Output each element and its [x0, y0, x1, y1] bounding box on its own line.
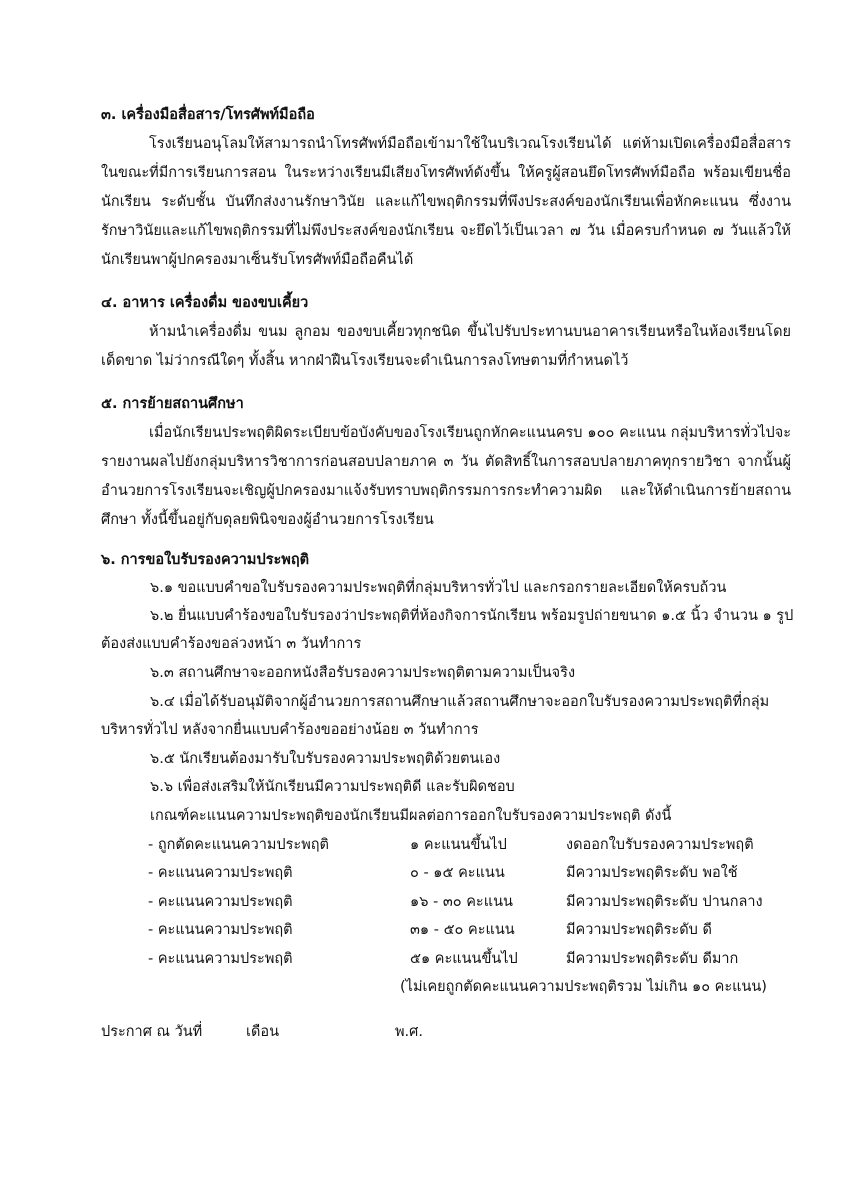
criteria-label: - คะแนนความประพฤติ [148, 922, 293, 938]
criteria-result: งดออกใบรับรองความประพฤติ [566, 837, 754, 853]
section-4-heading: ๔. อาหาร เครื่องดื่ม ของขบเคี้ยว [101, 295, 309, 311]
criteria-result: มีความประพฤติระดับ ปานกลาง [566, 894, 763, 910]
criteria-score: ๑ คะแนนขึ้นไป [410, 837, 507, 853]
criteria-label: - ถูกตัดคะแนนความประพฤติ [148, 837, 329, 853]
criteria-score: ๕๑ คะแนนขึ้นไป [410, 951, 518, 967]
criteria-row [148, 888, 808, 917]
criteria-intro: เกณฑ์คะแนนความประพฤติของนักเรียนมีผลต่อการออกใบรับรองความประพฤติ ดังนี้ [150, 808, 672, 824]
criteria-label: - คะแนนความประพฤติ [148, 894, 293, 910]
item-6-1: ๖.๑ ขอแบบคำขอใบรับรองความประพฤติที่กลุ่มบริหารทั่วไป และกรอกรายละเอียดให้ครบถ้วน [150, 580, 727, 596]
criteria-score: ๐ - ๑๕ คะแนน [410, 865, 505, 881]
section-5-heading: ๕. การย้ายสถานศึกษา [101, 396, 244, 412]
item-6-5: ๖.๕ นักเรียนต้องมารับใบรับรองความประพฤติด้วยตนเอง [150, 751, 501, 767]
section-3-body [101, 130, 791, 275]
item-6-2-cont: ต้องส่งแบบคำร้องขอล่วงหน้า ๓ วันทำการ [101, 636, 362, 652]
item-6-4-cont: บริหารทั่วไป หลังจากยื่นแบบคำร้องขออย่างน้อย ๓ วันทำการ [101, 722, 479, 738]
section-4-text: ห้ามนำเครื่องดื่ม ขนม ลูกอม ของขบเคี้ยวทุกชนิด ขึ้นไปรับประทานบนอาคารเรียนหรือในห้องเรียนโดยเด็ดขาด ไม่ว่ากรณีใดๆ ทั้งสิ้น หากฝ่าฝืนโรงเรียนจะดำเนินการลงโทษตามที่กำหนดไว้ [101, 324, 791, 369]
section-3-heading: ๓. เครื่องมือสื่อสาร/โทรศัพท์มือถือ [101, 107, 315, 123]
section-3-text: โรงเรียนอนุโลมให้สามารถนำโทรศัพท์มือถือเข้ามาใช้ในบริเวณโรงเรียนได้ แต่ห้ามเปิดเครื่องมือสื่อสารในขณะที่มีการเรียนการสอน ในระหว่างเรียนมีเสียงโทรศัพท์ดังขึ้น ให้ครูผู้สอนยึดโทรศัพท์มือถือ พร้อมเขียนชื่อนักเรียน ระดับชั้น บันทึกส่งงานรักษาวินัย และแก้ไขพฤติกรรมที่พึงประสงค์ของนักเรียนเพื่อหักคะแนน ซึ่งงานรักษาวินัยและแก้ไขพฤติกรรมที่ไม่พึงประสงค์ของนักเรียน จะยึดไว้เป็นเวลา ๗ วัน เมื่อครบกำหนด ๗ วันแล้วให้นักเรียนพาผู้ปกครองมาเซ็นรับโทรศัพท์มือถือคืนได้ [101, 136, 791, 268]
section-4-body [101, 318, 791, 376]
section-6-heading: ๖. การขอใบรับรองความประพฤติ [101, 552, 310, 568]
announce-month-label: เดือน [246, 1024, 279, 1040]
section-5-body [101, 419, 791, 535]
criteria-label: - คะแนนความประพฤติ [148, 951, 293, 967]
announce-year-label: พ.ศ. [395, 1024, 423, 1040]
criteria-note: (ไม่เคยถูกตัดคะแนนความประพฤติรวม ไม่เกิน ๑๐ คะแนน) [400, 979, 767, 995]
criteria-label: - คะแนนความประพฤติ [148, 865, 293, 881]
announce-date-label: ประกาศ ณ วันที่ [101, 1024, 203, 1040]
item-6-4: ๖.๔ เมื่อได้รับอนุมัติจากผู้อำนวยการสถานศึกษาแล้วสถานศึกษาจะออกใบรับรองความประพฤติที่กลุ่ม [150, 694, 770, 710]
item-6-2: ๖.๒ ยื่นแบบคำร้องขอใบรับรองว่าประพฤติที่ห้องกิจการนักเรียน พร้อมรูปถ่ายขนาด ๑.๕ นิ้ว จำนวน ๑ รูป [150, 608, 794, 624]
criteria-result: มีความประพฤติระดับ ดีมาก [566, 951, 739, 967]
item-6-3: ๖.๓ สถานศึกษาจะออกหนังสือรับรองความประพฤติตามความเป็นจริง [150, 665, 576, 681]
criteria-score: ๓๑ - ๕๐ คะแนน [410, 922, 515, 938]
criteria-row [148, 916, 808, 945]
item-6-6: ๖.๖ เพื่อส่งเสริมให้นักเรียนมีความประพฤติดี และรับผิดชอบ [150, 779, 515, 795]
criteria-score: ๑๖ - ๓๐ คะแนน [410, 894, 513, 910]
criteria-result: มีความประพฤติระดับ พอใช้ [566, 865, 738, 881]
criteria-row [148, 859, 808, 888]
criteria-row [148, 945, 808, 974]
section-5-text: เมื่อนักเรียนประพฤติผิดระเบียบข้อบังคับของโรงเรียนถูกหักคะแนนครบ ๑๐๐ คะแนน กลุ่มบริหารทั่วไปจะรายงานผลไปยังกลุ่มบริหารวิชาการก่อนสอบปลายภาค ๓ วัน ตัดสิทธิ์ในการสอบปลายภาคทุกรายวิชา จากนั้นผู้อำนวยการโรงเรียนจะเชิญผู้ปกครองมาแจ้งรับทราบพฤติกรรมการกระทำความผิด และให้ดำเนินการย้ายสถานศึกษา ทั้งนี้ขึ้นอยู่กับดุลยพินิจของผู้อำนวยการโรงเรียน [101, 425, 791, 528]
criteria-result: มีความประพฤติระดับ ดี [566, 922, 712, 938]
criteria-row [148, 831, 808, 860]
